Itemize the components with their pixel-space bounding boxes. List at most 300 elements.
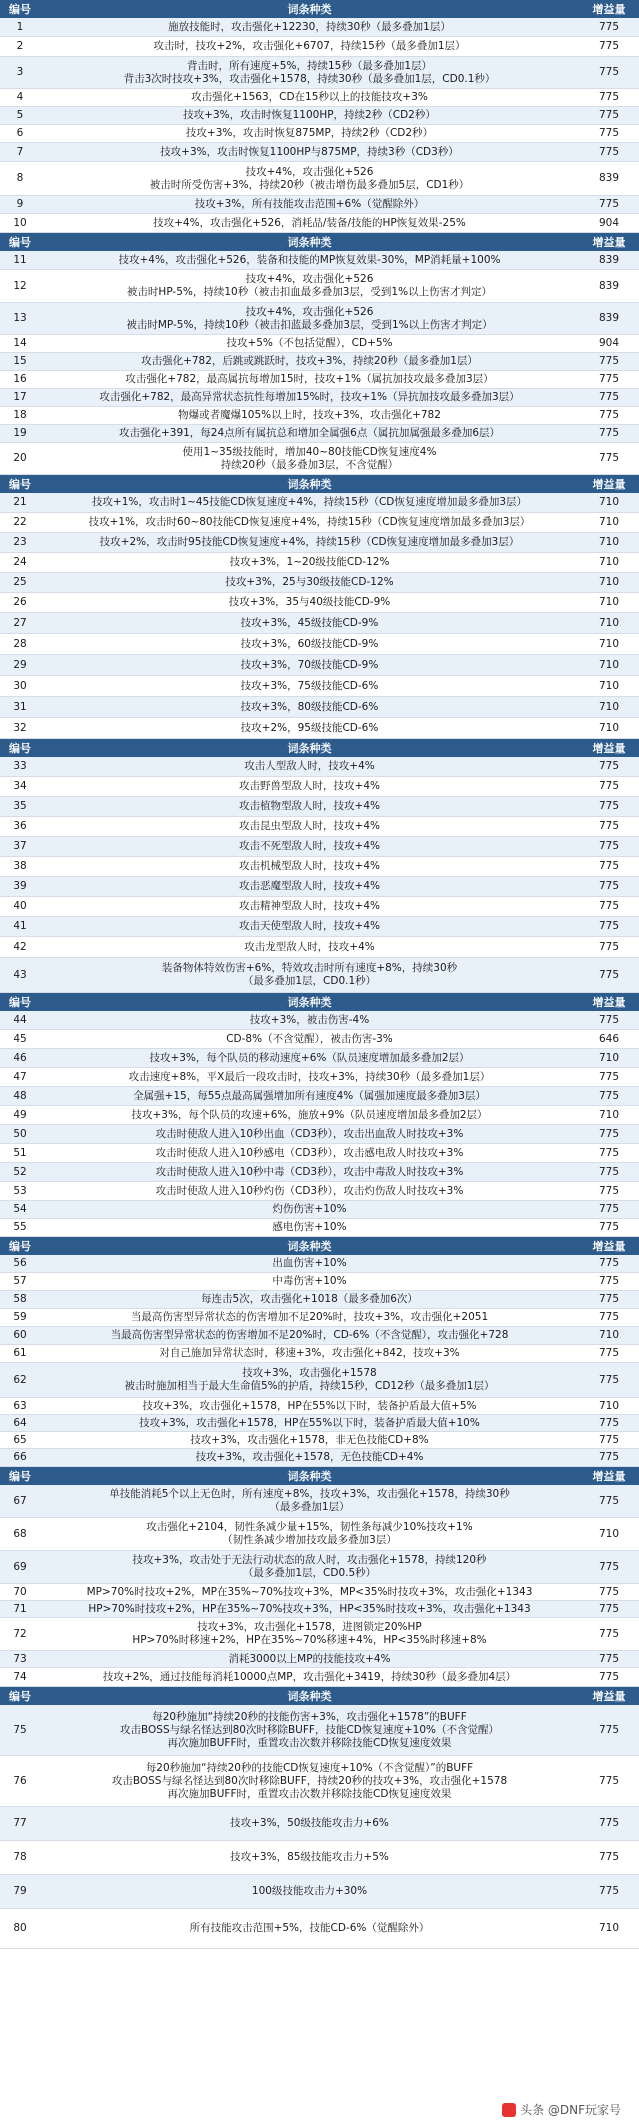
entry-gain: 710: [598, 721, 620, 734]
entry-number: 46: [13, 1051, 27, 1064]
entry-number: 45: [13, 1032, 27, 1045]
header-type: 词条种类: [287, 742, 332, 755]
entry-number: 11: [13, 253, 27, 266]
entry-description: MP>70%时技攻+2%，MP在35%~70%技攻+3%，MP<35%时技攻+3%，攻击强化+1343: [86, 1585, 533, 1598]
entry-gain: 710: [598, 1329, 620, 1341]
entry-gain: 775: [598, 940, 620, 953]
entry-number: 67: [13, 1494, 27, 1507]
table-header: [0, 1237, 639, 1255]
entry-gain: 775: [598, 198, 620, 210]
entry-gain: 775: [598, 66, 620, 78]
entry-number: 49: [13, 1108, 27, 1121]
entry-gain: 775: [598, 800, 620, 812]
entry-description: 技攻+3%，1~20级技能CD-12%: [229, 556, 390, 568]
entry-number: 54: [13, 1203, 27, 1215]
entry-description: 技攻+3%，85级技能攻击力+5%: [230, 1851, 389, 1863]
table-row: [0, 1049, 639, 1068]
entry-description: 技攻+2%，通过技能每消耗10000点MP，攻击强化+3419，持续30秒（最多叠加4层）: [102, 1670, 517, 1683]
entry-number: 76: [13, 1774, 27, 1787]
entry-number: 23: [13, 536, 27, 548]
entry-gain: 775: [598, 1311, 620, 1323]
entry-description: 技攻+3%，攻击强化+1578，进图锁定20%HP HP>70%时移速+2%，HP在35%~70%移速+4%，HP<35%时移速+8%: [132, 1621, 487, 1646]
table-header: [0, 475, 639, 493]
header-type: 词条种类: [287, 1240, 332, 1253]
table-row: [0, 857, 639, 877]
entry-number: 36: [13, 820, 27, 832]
entry-description: 技攻+4%，攻击强化+526 被击时MP-5%，持续10秒（被击扣蓝最多叠加3层，受到1%以上伤害才判定）: [126, 305, 493, 331]
entry-description: 技攻+3%，45级技能CD-9%: [240, 616, 379, 629]
table-row: [0, 1255, 639, 1273]
entry-gain: 710: [598, 596, 620, 608]
entry-gain: 775: [598, 427, 620, 439]
entry-description: 攻击时，技攻+2%，攻击强化+6707，持续15秒（最多叠加1层）: [153, 40, 466, 52]
entry-number: 44: [13, 1013, 27, 1026]
entry-description: 攻击强化+782，后跳或跳跃时，技攻+3%，持续20秒（最多叠加1层）: [141, 355, 478, 367]
entry-description: 攻击时使敌人进入10秒出血（CD3秒），攻击出血敌人时技攻+3%: [155, 1127, 464, 1140]
entry-gain: 775: [598, 1373, 620, 1386]
table-row: [0, 89, 639, 107]
table-row: [0, 1584, 639, 1601]
table-row: [0, 1163, 639, 1182]
table-row: [0, 407, 639, 425]
entry-description: 施放技能时，攻击强化+12230，持续30秒（最多叠加1层）: [168, 20, 451, 33]
header-no: 编号: [9, 996, 31, 1009]
table-row: [0, 1618, 639, 1651]
entry-gain: 710: [598, 576, 620, 588]
entry-description: 技攻+3%，攻击强化+1578，非无色技能CD+8%: [190, 1433, 429, 1446]
table-row: [0, 1485, 639, 1518]
table-row: [0, 1756, 639, 1807]
entry-gain: 839: [598, 312, 620, 324]
table-row: [0, 676, 639, 697]
table-row: [0, 958, 639, 993]
entry-description: 技攻+4%，攻击强化+526，消耗品/装备/技能的HP恢复效果-25%: [153, 216, 466, 229]
entry-gain: 775: [598, 880, 620, 892]
entry-description: 消耗3000以上MP的技能技攻+4%: [228, 1652, 391, 1665]
entry-description: 技攻+1%，攻击时60~80技能CD恢复速度+4%，持续15秒（CD恢复速度增加最多叠加3层）: [88, 516, 531, 528]
table-row: [0, 1841, 639, 1875]
entry-gain: 775: [598, 900, 620, 912]
entry-description: 100级技能攻击力+30%: [251, 1885, 368, 1897]
table-row: [0, 1011, 639, 1030]
entry-gain: 710: [598, 637, 620, 650]
table-row: [0, 1398, 639, 1415]
entry-gain: 839: [598, 253, 620, 266]
table-section: [0, 1467, 639, 1687]
table-row: [0, 1432, 639, 1449]
entry-number: 77: [13, 1817, 27, 1829]
table-row: [0, 533, 639, 553]
entry-gain: 775: [598, 1184, 620, 1197]
entry-gain: 775: [598, 1451, 620, 1463]
table-row: [0, 1705, 639, 1756]
entry-description: 攻击机械型敌人时，技攻+4%: [239, 860, 380, 872]
table-row: [0, 1363, 639, 1398]
table-row: [0, 1125, 639, 1144]
table-row: [0, 143, 639, 162]
entry-number: 2: [16, 40, 24, 52]
entry-gain: 775: [598, 1347, 620, 1359]
entry-gain: 775: [598, 1070, 620, 1083]
entry-number: 42: [13, 940, 27, 953]
entry-number: 78: [13, 1851, 27, 1863]
header-no: 编号: [9, 1240, 31, 1253]
table-row: [0, 1601, 639, 1618]
entry-number: 13: [13, 312, 27, 324]
entry-description: 当最高伤害型异常状态的伤害增加不足20%时，CD-6%（不含觉醒），攻击强化+728: [110, 1329, 509, 1341]
entry-number: 12: [13, 279, 27, 292]
header-no: 编号: [9, 236, 31, 249]
entry-gain: 775: [598, 391, 620, 403]
entry-description: 攻击强化+391，每24点所有属抗总和增加全属强6点（属抗加属强最多叠加6层）: [118, 427, 501, 439]
table-row: [0, 837, 639, 857]
entry-description: 攻击强化+782，最高属抗每增加15时，技攻+1%（属抗加技攻最多叠加3层）: [125, 373, 494, 385]
entry-gain: 775: [598, 1146, 620, 1159]
entry-gain: 710: [598, 1922, 620, 1934]
table-row: [0, 251, 639, 270]
entry-description: 攻击时使敌人进入10秒感电（CD3秒），攻击感电敌人时技攻+3%: [155, 1146, 464, 1159]
entry-number: 25: [13, 576, 27, 588]
entry-gain: 775: [598, 1013, 620, 1026]
entry-number: 34: [13, 780, 27, 792]
entry-number: 58: [13, 1293, 27, 1305]
entry-number: 8: [16, 172, 24, 184]
entry-description: 技攻+3%，攻击强化+1578，无色技能CD+4%: [195, 1451, 424, 1463]
entry-gain: 775: [598, 1203, 620, 1215]
entry-number: 30: [13, 679, 27, 692]
entry-description: 攻击时使敌人进入10秒灼伤（CD3秒），攻击灼伤敌人时技攻+3%: [155, 1184, 464, 1197]
header-no: 编号: [9, 3, 31, 16]
header-type: 词条种类: [287, 1470, 332, 1483]
table-row: [0, 1909, 639, 1949]
entry-description: 技攻+3%，25与30级技能CD-12%: [225, 576, 394, 588]
table-row: [0, 1291, 639, 1309]
entry-number: 70: [13, 1585, 27, 1598]
entry-gain: 710: [598, 679, 620, 692]
table-row: [0, 613, 639, 634]
entry-number: 19: [13, 427, 27, 439]
table-header: [0, 739, 639, 757]
entry-gain: 775: [598, 1851, 620, 1863]
entry-number: 28: [13, 637, 27, 650]
entry-description: 攻击龙型敌人时，技攻+4%: [244, 940, 375, 953]
table-section: [0, 233, 639, 475]
entry-number: 48: [13, 1089, 27, 1102]
table-row: [0, 107, 639, 125]
table-row: [0, 634, 639, 655]
entry-number: 16: [13, 373, 27, 385]
entry-gain: 775: [598, 1627, 620, 1640]
entry-gain: 775: [598, 1165, 620, 1178]
entry-number: 37: [13, 840, 27, 852]
entry-description: 攻击人型敌人时，技攻+4%: [244, 760, 375, 772]
entry-gain: 775: [598, 91, 620, 103]
table-row: [0, 353, 639, 371]
entry-description: 单技能消耗5个以上无色时，所有速度+8%，技攻+3%，攻击强化+1578，持续30秒 （最多叠加1层）: [109, 1488, 510, 1513]
entry-gain: 775: [598, 1433, 620, 1446]
table-row: [0, 718, 639, 739]
table-section: [0, 475, 639, 739]
table-row: [0, 389, 639, 407]
table-row: [0, 270, 639, 303]
entry-description: 技攻+3%，攻击时恢复875MP，持续2秒（CD2秒）: [185, 127, 434, 139]
entry-gain: 775: [598, 1275, 620, 1287]
entry-number: 62: [13, 1373, 27, 1386]
entry-description: 技攻+3%，35与40级技能CD-9%: [228, 596, 391, 608]
entry-gain: 710: [598, 700, 620, 713]
entry-number: 1: [16, 20, 24, 33]
entry-number: 41: [13, 920, 27, 932]
table-row: [0, 1273, 639, 1291]
entry-gain: 775: [598, 860, 620, 872]
entry-gain: 775: [598, 373, 620, 385]
entry-gain: 710: [598, 536, 620, 548]
entry-number: 50: [13, 1127, 27, 1140]
entry-description: 技攻+3%，攻击处于无法行动状态的敌人时，攻击强化+1578，持续120秒 （最多叠加1层，CD0.5秒）: [132, 1554, 487, 1579]
entry-gain: 839: [598, 172, 620, 184]
header-type: 词条种类: [287, 996, 332, 1009]
entry-number: 22: [13, 516, 27, 528]
entry-description: 技攻+5%（不包括觉醒），CD+5%: [226, 337, 393, 349]
header-type: 词条种类: [287, 1690, 332, 1703]
table-row: [0, 335, 639, 353]
entry-description: HP>70%时技攻+2%，HP在35%~70%技攻+3%，HP<35%时技攻+3%，攻击强化+1343: [88, 1602, 531, 1615]
table-row: [0, 917, 639, 937]
entry-number: 15: [13, 355, 27, 367]
entry-description: 出血伤害+10%: [272, 1257, 347, 1269]
header-type: 词条种类: [287, 478, 332, 491]
table-row: [0, 757, 639, 777]
header-gain: 增益量: [592, 3, 626, 16]
entry-gain: 775: [598, 40, 620, 52]
entry-gain: 710: [598, 556, 620, 568]
entry-description: 攻击强化+2104，韧性条减少量+15%，韧性条每减少10%技攻+1% （韧性条减少增加技攻最多叠加3层）: [146, 1521, 473, 1546]
table-section: [0, 1237, 639, 1467]
table-row: [0, 1415, 639, 1432]
table-row: [0, 196, 639, 214]
table-row: [0, 1068, 639, 1087]
entry-gain: 904: [598, 337, 620, 349]
entry-gain: 775: [598, 920, 620, 932]
entry-number: 69: [13, 1560, 27, 1573]
entry-gain: 775: [598, 1494, 620, 1507]
entry-description: 当最高伤害型异常状态的伤害增加不足20%时，技攻+3%，攻击强化+2051: [130, 1311, 489, 1323]
table-section: [0, 739, 639, 993]
entry-gain: 775: [598, 1127, 620, 1140]
entry-number: 55: [13, 1221, 27, 1233]
entry-number: 9: [16, 198, 24, 210]
table-header: [0, 0, 639, 18]
table-row: [0, 877, 639, 897]
header-gain: 增益量: [592, 478, 626, 491]
entry-description: 技攻+2%，95级技能CD-6%: [240, 721, 379, 734]
table-row: [0, 553, 639, 573]
table-row: [0, 513, 639, 533]
entry-number: 18: [13, 409, 27, 421]
table-row: [0, 1327, 639, 1345]
entry-gain: 775: [598, 1885, 620, 1897]
entry-number: 73: [13, 1652, 27, 1665]
table-row: [0, 573, 639, 593]
entry-description: 技攻+1%，攻击时1~45技能CD恢复速度+4%，持续15秒（CD恢复速度增加最多叠加3层）: [91, 496, 528, 508]
table-row: [0, 777, 639, 797]
entry-gain: 775: [598, 20, 620, 33]
entry-description: 技攻+3%，攻击强化+1578 被击时施加相当于最大生命值5%的护盾，持续15秒，CD12秒（最多叠加1层）: [124, 1367, 495, 1392]
table-row: [0, 1309, 639, 1327]
table-row: [0, 162, 639, 196]
entry-number: 80: [13, 1922, 27, 1934]
entry-description: CD-8%（不含觉醒），被击伤害-3%: [226, 1032, 393, 1045]
table-row: [0, 1087, 639, 1106]
entry-gain: 710: [598, 658, 620, 671]
entry-number: 47: [13, 1070, 27, 1083]
entry-gain: 775: [598, 1652, 620, 1665]
entry-number: 51: [13, 1146, 27, 1159]
header-type: 词条种类: [287, 3, 332, 16]
entry-gain: 710: [598, 516, 620, 528]
entry-description: 技攻+3%，攻击时恢复1100HP与875MP，持续3秒（CD3秒）: [160, 145, 459, 158]
entry-description: 技攻+3%，60级技能CD-9%: [240, 637, 379, 650]
entry-description: 攻击昆虫型敌人时，技攻+4%: [239, 820, 380, 832]
entry-gain: 775: [598, 1089, 620, 1102]
table-row: [0, 817, 639, 837]
entry-description: 技攻+4%，攻击强化+526 被击时所受伤害+3%，持续20秒（被击增伤最多叠加5层，CD1秒）: [149, 165, 470, 191]
header-type: 词条种类: [287, 236, 332, 249]
entry-gain: 775: [598, 760, 620, 772]
entry-description: 技攻+2%，攻击时95技能CD恢复速度+4%，持续15秒（CD恢复速度增加最多叠加3层）: [99, 536, 520, 548]
table-row: [0, 697, 639, 718]
table-row: [0, 125, 639, 143]
table-row: [0, 797, 639, 817]
table-row: [0, 1651, 639, 1668]
entry-gain: 710: [598, 1527, 620, 1540]
table-row: [0, 443, 639, 475]
entry-gain: 904: [598, 216, 620, 229]
table-row: [0, 1449, 639, 1467]
entry-description: 每20秒施加“持续20秒的技能CD恢复速度+10%（不含觉醒）”的BUFF 攻击BOSS与绿名怪达到80次时移除BUFF，持续20秒的技攻+3%，攻击强化+1578 再次施加BUFF时，重置攻击次数并移除技能CD恢复速度效果: [111, 1761, 508, 1800]
entry-number: 35: [13, 800, 27, 812]
entry-number: 20: [13, 452, 27, 464]
entry-number: 40: [13, 900, 27, 912]
entry-number: 6: [16, 127, 24, 139]
table-header: [0, 1687, 639, 1705]
entry-description: 技攻+3%，攻击强化+1578，HP在55%以下时，装备护盾最大值+5%: [142, 1399, 477, 1412]
entry-number: 71: [13, 1602, 27, 1615]
watermark-text: 头条 @DNF玩家号: [520, 2103, 621, 2117]
entry-description: 攻击时使敌人进入10秒中毒（CD3秒），攻击中毒敌人时技攻+3%: [155, 1165, 464, 1178]
entry-number: 59: [13, 1311, 27, 1323]
table-section: [0, 1687, 639, 1949]
header-no: 编号: [9, 742, 31, 755]
entry-description: 技攻+3%，75级技能CD-6%: [240, 679, 379, 692]
entry-gain: 710: [598, 496, 620, 508]
table-row: [0, 37, 639, 57]
entry-number: 74: [13, 1670, 27, 1683]
entry-description: 攻击强化+782，最高异常状态抗性每增加15%时，技攻+1%（异抗加技攻最多叠加3层）: [99, 391, 520, 403]
entry-description: 技攻+3%，每个队员的攻速+6%，施放+9%（队员速度增加最多叠加2层）: [131, 1108, 488, 1121]
entry-number: 4: [16, 91, 24, 103]
header-no: 编号: [9, 1690, 31, 1703]
entry-description: 每20秒施加“持续20秒的技能伤害+3%，攻击强化+1578”的BUFF 攻击BOSS与绿名怪达到80次时移除BUFF，技能CD恢复速度+10%（不含觉醒） 再次施加BUFF时，重置攻击次数并移除技能CD恢复速度效果: [120, 1710, 499, 1749]
entry-number: 7: [16, 145, 24, 158]
entry-description: 技攻+4%，攻击强化+526，装备和技能的MP恢复效果-30%，MP消耗量+100%: [118, 253, 501, 266]
entry-number: 52: [13, 1165, 27, 1178]
entry-gain: 775: [598, 1293, 620, 1305]
table-row: [0, 303, 639, 335]
entry-description: 技攻+3%，被击伤害-4%: [249, 1013, 370, 1026]
table-row: [0, 1030, 639, 1049]
watermark: [496, 2099, 627, 2120]
header-gain: 增益量: [592, 236, 626, 249]
entry-description: 全属强+15，每55点最高属强增加所有速度4%（属强加速度最多叠加3层）: [133, 1089, 486, 1102]
entry-number: 10: [13, 216, 27, 229]
header-gain: 增益量: [592, 742, 626, 755]
entry-description: 技攻+3%，80级技能CD-6%: [240, 700, 379, 713]
entry-description: 技攻+3%，攻击时恢复1100HP，持续2秒（CD2秒）: [183, 109, 436, 121]
entry-gain: 710: [598, 616, 620, 629]
entry-number: 39: [13, 880, 27, 892]
table-row: [0, 655, 639, 676]
table-row: [0, 1219, 639, 1237]
table-section: [0, 0, 639, 233]
entry-gain: 775: [598, 1670, 620, 1683]
entry-number: 29: [13, 658, 27, 671]
entry-number: 79: [13, 1885, 27, 1897]
entry-description: 所有技能攻击范围+5%，技能CD-6%（觉醒除外）: [189, 1922, 430, 1934]
entry-description: 物爆或者魔爆105%以上时，技攻+3%，攻击强化+782: [178, 409, 441, 421]
header-no: 编号: [9, 1470, 31, 1483]
entry-number: 33: [13, 760, 27, 772]
entry-gain: 775: [598, 1723, 620, 1736]
entry-number: 14: [13, 337, 27, 349]
entry-gain: 775: [598, 1585, 620, 1598]
header-no: 编号: [9, 478, 31, 491]
entry-description: 技攻+3%，所有技能攻击范围+6%（觉醒除外）: [194, 198, 425, 210]
entry-number: 64: [13, 1416, 27, 1429]
entry-description: 感电伤害+10%: [272, 1221, 347, 1233]
entry-gain: 775: [598, 1257, 620, 1269]
entry-number: 65: [13, 1433, 27, 1446]
table-row: [0, 18, 639, 37]
table-row: [0, 1807, 639, 1841]
entry-description: 攻击恶魔型敌人时，技攻+4%: [239, 880, 380, 892]
entry-gain: 775: [598, 780, 620, 792]
entry-number: 53: [13, 1184, 27, 1197]
entry-number: 32: [13, 721, 27, 734]
table-row: [0, 1201, 639, 1219]
entry-gain: 775: [598, 820, 620, 832]
entry-gain: 646: [598, 1032, 620, 1045]
entry-number: 68: [13, 1527, 27, 1540]
entry-number: 17: [13, 391, 27, 403]
entry-description: 技攻+3%，每个队员的移动速度+6%（队员速度增加最多叠加2层）: [149, 1051, 470, 1064]
entry-number: 26: [13, 596, 27, 608]
entry-description: 攻击精神型敌人时，技攻+4%: [239, 900, 380, 912]
entry-gain: 710: [598, 1108, 620, 1121]
table-row: [0, 1182, 639, 1201]
table-row: [0, 937, 639, 958]
entry-description: 攻击植物型敌人时，技攻+4%: [239, 800, 380, 812]
table-header: [0, 1467, 639, 1485]
table-header: [0, 233, 639, 251]
entry-gain: 710: [598, 1051, 620, 1064]
entry-gain: 775: [598, 1774, 620, 1787]
entry-description: 对自己施加异常状态时，移速+3%，攻击强化+842，技攻+3%: [159, 1347, 460, 1359]
entry-number: 63: [13, 1399, 27, 1412]
entry-number: 56: [13, 1257, 27, 1269]
toutiao-logo-icon: [502, 2103, 516, 2117]
entry-description: 每连击5次，攻击强化+1018（最多叠加6次）: [201, 1293, 418, 1305]
